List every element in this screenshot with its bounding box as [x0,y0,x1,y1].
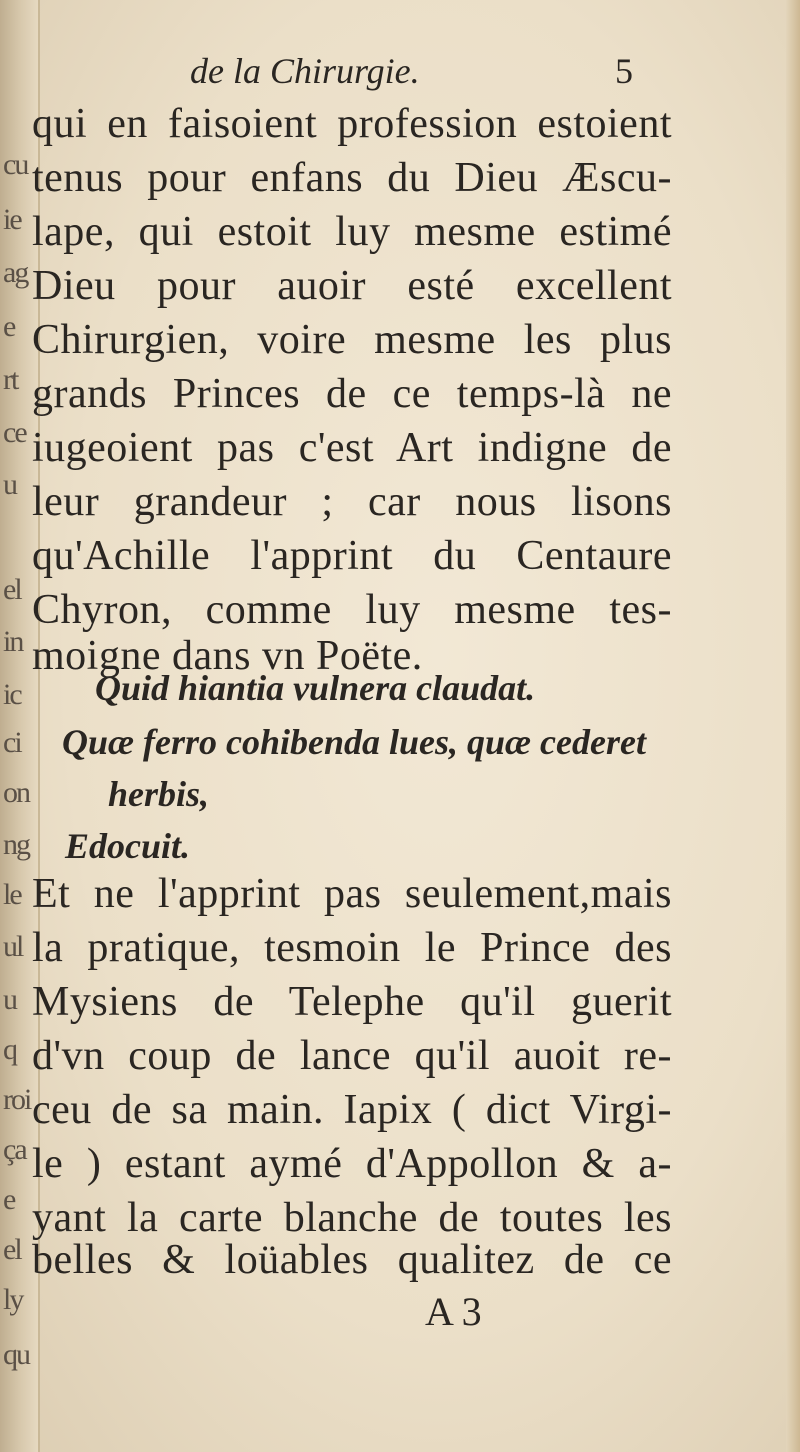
gutter-fragment: el [3,573,21,606]
gutter-fragment: on [3,776,29,809]
verse-line: herbis, [108,774,210,814]
text-line: qui en faisoient profession estoient [32,101,672,147]
text-line: la pratique, tesmoin le Prince des [32,925,672,971]
gutter-fragment: le [3,878,21,911]
text-line: Chyron, comme luy mesme tes- [32,587,672,633]
text-line: moigne dans vn Poëte. [32,633,423,679]
running-title: de la Chirurgie. [190,51,420,91]
gutter-fragment: qu [3,1338,29,1371]
gutter-fragment: roi [3,1083,31,1116]
gutter-fragment: ic [3,678,21,711]
text-line: Et ne l'apprint pas seulement,mais [32,871,672,917]
gutter-fragment: ie [3,203,21,236]
gutter-fragment: ça [3,1133,26,1166]
gutter-fragment: el [3,1233,21,1266]
gutter-fragment: cu [3,148,28,181]
verse-line: Edocuit. [65,826,191,866]
text-line: tenus pour enfans du Dieu Æscu- [32,155,672,201]
text-line: d'vn coup de lance qu'il auoit re- [32,1033,672,1079]
gutter-fragment: ng [3,828,29,861]
text-line: Mysiens de Telephe qu'il guerit [32,979,672,1025]
gutter-fragment: ly [3,1283,23,1316]
gutter-fragment: u [3,468,16,501]
text-line: iugeoient pas c'est Art indigne de [32,425,672,471]
gutter-fragment: ul [3,930,23,963]
page-header [40,50,760,100]
text-line: le ) estant aymé d'Appollon & a- [32,1141,672,1187]
text-line: grands Princes de ce temps-là ne [32,371,672,417]
gutter-fragment: e [3,310,15,343]
gutter-fragment: ag [3,256,28,289]
text-line: Dieu pour auoir esté excellent [32,263,672,309]
gutter-fragment: e [3,1183,15,1216]
text-line: yant la carte blanche de toutes les [32,1195,672,1241]
text-line: lape, qui estoit luy mesme estimé [32,209,672,255]
gutter-fragment: ci [3,726,21,759]
text-line: belles & loüables qualitez de ce [32,1237,672,1283]
signature-mark: A 3 [425,1289,482,1334]
text-line: Chirurgien, voire mesme les plus [32,317,672,363]
gutter-fragment: u [3,983,16,1016]
text-line: ceu de sa main. Iapix ( dict Virgi- [32,1087,672,1133]
gutter-fragment: in [3,625,23,658]
verse-line: Quæ ferro cohibenda lues, quæ cederet [62,722,646,762]
text-line: qu'Achille l'apprint du Centaure [32,533,672,579]
text-line: leur grandeur ; car nous lisons [32,479,672,525]
gutter-fragment: rt [3,363,18,396]
gutter-fragment: q [3,1033,16,1066]
gutter-fragment: ce [3,416,26,449]
page-footer [425,1288,585,1348]
verse-line: Quid hiantia vulnera claudat. [95,668,536,708]
page-edge [786,0,800,1452]
page-number: 5 [615,51,633,91]
